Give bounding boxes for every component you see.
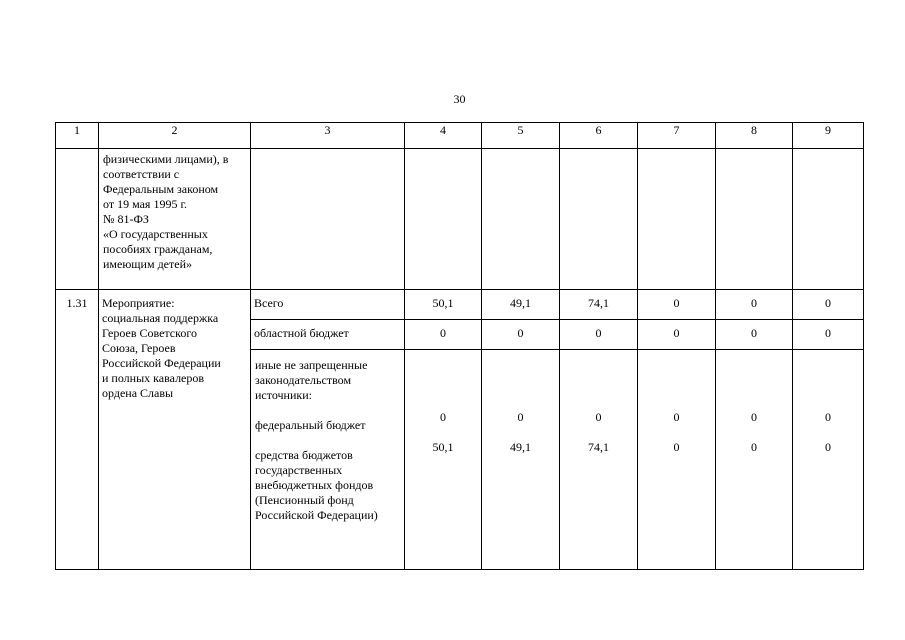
value-cell: 0 — [793, 320, 864, 350]
row-number: 1.31 — [66, 296, 88, 310]
text-line: Федеральным законом — [103, 182, 219, 196]
value-cell: 49,1 — [482, 290, 560, 320]
federal-value: 0 — [673, 410, 680, 424]
value-cell — [716, 350, 793, 570]
empty-cell — [251, 149, 405, 290]
empty-cell — [638, 149, 716, 290]
value-cell: 74,1 — [560, 290, 638, 320]
column-header: 3 — [251, 123, 405, 149]
extrabudget-value: 49,1 — [510, 440, 531, 454]
value-cell: 0 — [638, 320, 716, 350]
text-line: соответствии с — [103, 167, 180, 181]
value-cell: 0 — [405, 320, 482, 350]
extrabudget-value: 0 — [673, 440, 680, 454]
text-line: ордена Славы — [102, 386, 174, 400]
text-line: государственных — [255, 463, 343, 477]
page-number: 30 — [453, 92, 466, 106]
value-cell: 0 — [716, 290, 793, 320]
column-header: 6 — [560, 123, 638, 149]
text-line: и полных кавалеров — [102, 371, 205, 385]
extrabudget-value: 0 — [825, 440, 831, 454]
column-header: 7 — [638, 123, 716, 149]
text-line: внебюджетных фондов — [255, 478, 374, 492]
column-header: 4 — [405, 123, 482, 149]
continuation-row — [56, 149, 864, 290]
text-line: законодательством — [255, 373, 352, 387]
empty-cell — [793, 149, 864, 290]
extrabudget-value: 74,1 — [588, 440, 609, 454]
source-label: областной бюджет — [254, 326, 349, 340]
text-line: социальная поддержка — [102, 311, 219, 325]
text-line: Российской Федерации — [102, 356, 221, 370]
source-label-cell — [251, 350, 405, 570]
text-line: средства бюджетов — [255, 448, 353, 462]
column-header: 2 — [99, 123, 251, 149]
federal-value: 0 — [595, 410, 602, 424]
column-header: 1 — [56, 123, 99, 149]
extrabudget-value: 50,1 — [432, 440, 454, 454]
text-line: Героев Советского — [102, 326, 197, 340]
text-line: источники: — [255, 388, 312, 402]
empty-cell — [716, 149, 793, 290]
federal-value: 0 — [517, 410, 524, 424]
text-line: Российской Федерации) — [255, 508, 378, 522]
text-line: «О государственных — [103, 227, 208, 241]
value-cell: 0 — [638, 290, 716, 320]
value-cell: 0 — [716, 320, 793, 350]
text-line: от 19 мая 1995 г. — [103, 197, 188, 211]
text-line: иные не запрещенные — [255, 358, 368, 372]
total-row — [56, 290, 864, 320]
continuation-text — [99, 149, 251, 290]
column-header: 9 — [793, 123, 864, 149]
empty-cell — [405, 149, 482, 290]
column-header: 5 — [482, 123, 560, 149]
source-label-cell — [251, 320, 405, 350]
federal-value: 0 — [825, 410, 831, 424]
value-cell: 0 — [560, 320, 638, 350]
empty-cell — [560, 149, 638, 290]
text-line: пособиях гражданам, — [103, 242, 213, 256]
value-cell: 0 — [482, 320, 560, 350]
empty-cell — [56, 149, 99, 290]
source-label: федеральный бюджет — [255, 418, 366, 432]
text-line: (Пенсионный фонд — [255, 493, 354, 507]
empty-cell — [482, 149, 560, 290]
value-cell — [638, 350, 716, 570]
federal-value: 0 — [440, 410, 446, 424]
source-label: Всего — [254, 296, 284, 310]
column-header: 8 — [716, 123, 793, 149]
row-number-cell — [56, 290, 99, 570]
value-cell: 50,1 — [405, 290, 482, 320]
value-cell — [560, 350, 638, 570]
federal-value: 0 — [751, 410, 757, 424]
source-label-cell — [251, 290, 405, 320]
text-line: физическими лицами), в — [103, 152, 229, 166]
text-line: № 81-ФЗ — [103, 212, 149, 226]
value-cell — [793, 350, 864, 570]
program-table — [55, 122, 864, 570]
text-line: имеющим детей» — [103, 257, 192, 271]
text-line: Союза, Героев — [102, 341, 176, 355]
value-cell: 0 — [793, 290, 864, 320]
table-header-row — [56, 123, 864, 149]
measure-name-cell — [99, 290, 251, 570]
value-cell — [482, 350, 560, 570]
text-line: Мероприятие: — [102, 296, 175, 310]
value-cell — [405, 350, 482, 570]
extrabudget-value: 0 — [751, 440, 757, 454]
